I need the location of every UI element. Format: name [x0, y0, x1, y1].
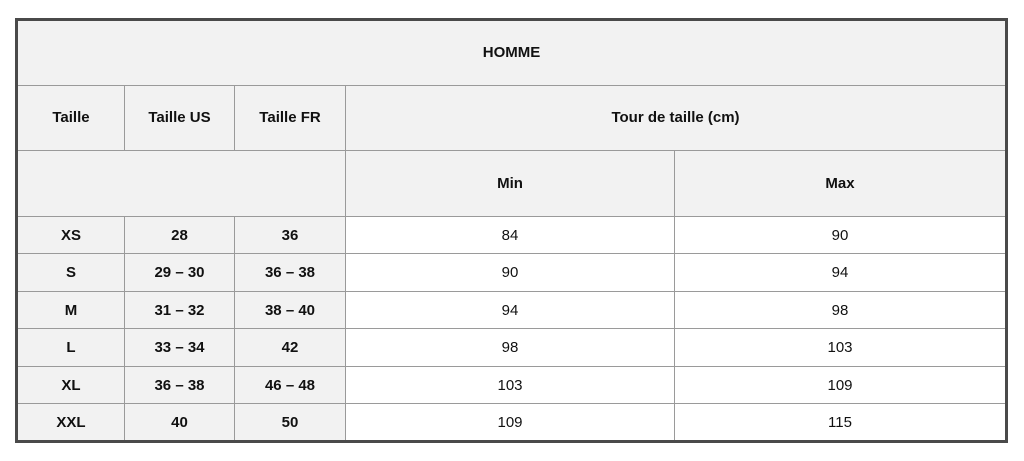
table-row — [17, 404, 1007, 442]
subheader-min: Min — [346, 151, 675, 217]
cell-taille-us: 28 — [125, 216, 235, 254]
table-row — [17, 366, 1007, 404]
header-row — [17, 85, 1007, 151]
subheader-empty-cell — [17, 151, 346, 217]
cell-min: 90 — [346, 254, 675, 292]
cell-taille-fr: 38 – 40 — [235, 291, 346, 329]
cell-max: 90 — [675, 216, 1007, 254]
table-row — [17, 216, 1007, 254]
cell-min: 109 — [346, 404, 675, 442]
header-taille-us: Taille US — [125, 85, 235, 151]
header-taille: Taille — [17, 85, 125, 151]
cell-taille: XS — [17, 216, 125, 254]
title-row — [17, 20, 1007, 86]
cell-taille: XL — [17, 366, 125, 404]
subheader-row — [17, 151, 1007, 217]
subheader-max: Max — [675, 151, 1007, 217]
table-row — [17, 254, 1007, 292]
cell-max: 115 — [675, 404, 1007, 442]
cell-taille-fr: 42 — [235, 329, 346, 367]
cell-min: 94 — [346, 291, 675, 329]
cell-taille-us: 40 — [125, 404, 235, 442]
size-chart-table — [15, 18, 1008, 443]
header-tour-de-taille: Tour de taille (cm) — [346, 85, 1007, 151]
cell-max: 94 — [675, 254, 1007, 292]
cell-taille-fr: 36 — [235, 216, 346, 254]
cell-taille-us: 29 – 30 — [125, 254, 235, 292]
cell-taille-fr: 36 – 38 — [235, 254, 346, 292]
cell-taille-fr: 50 — [235, 404, 346, 442]
cell-min: 103 — [346, 366, 675, 404]
cell-min: 84 — [346, 216, 675, 254]
cell-taille-us: 31 – 32 — [125, 291, 235, 329]
cell-taille-us: 33 – 34 — [125, 329, 235, 367]
table-title: HOMME — [17, 20, 1007, 86]
cell-taille: L — [17, 329, 125, 367]
table-row — [17, 329, 1007, 367]
cell-taille: M — [17, 291, 125, 329]
cell-taille-fr: 46 – 48 — [235, 366, 346, 404]
table-row — [17, 291, 1007, 329]
cell-max: 103 — [675, 329, 1007, 367]
cell-max: 109 — [675, 366, 1007, 404]
cell-taille: XXL — [17, 404, 125, 442]
cell-max: 98 — [675, 291, 1007, 329]
cell-taille: S — [17, 254, 125, 292]
cell-min: 98 — [346, 329, 675, 367]
header-taille-fr: Taille FR — [235, 85, 346, 151]
cell-taille-us: 36 – 38 — [125, 366, 235, 404]
